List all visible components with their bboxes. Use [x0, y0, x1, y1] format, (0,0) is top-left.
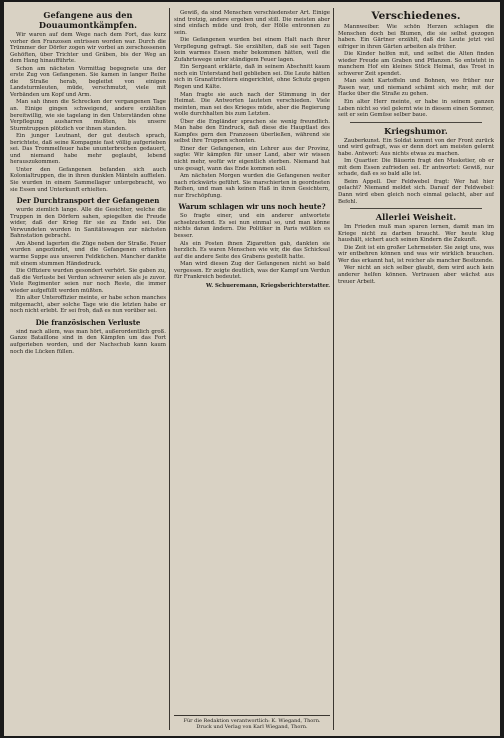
paragraph: Im Frieden muß man sparen lernen, damit man im Kriege nicht zu darben braucht. Wer heute klug haushält, sichert auch seinen Kindern die Zukunft.: [338, 224, 494, 244]
paragraph: Mannweiber. Wie schön Herzen schlagen die Menschen doch bei Blumen, die sie selbst gezogen haben. Ein Gärtner erzählt, daß die Leute jetzt viel eifriger in ihren Gärten arbeiten als früher.: [338, 24, 494, 50]
paragraph: Die Kinder helfen mit, und selbst die Alten finden wieder Freude am Graben und Pflanzen. So entsteht in manchem Hof ein kleines Stück Heimat, das Trost in schwerer Zeit spendet.: [338, 51, 494, 77]
newspaper-page: [4, 2, 500, 736]
section-subhead: Warum schlagen wir uns noch heute?: [178, 202, 326, 212]
paragraph: wurde ziemlich lange. Alle die Gesichter, welche die Truppen in den Dörfern sahen, spiegelten die Freude wider, daß der Krieg für sie zu Ende sei. Die Verwundeten wurden in Sanitätswagen zur nächsten Bahnstation gebracht.: [10, 207, 166, 240]
imprint-footer: [174, 715, 330, 730]
paragraph: So fragte einer, und ein anderer antwortete achselzuckend. Es sei nun einmal so, und man könne nichts daran ändern. Die Politiker in Paris wüßten es besser.: [174, 213, 330, 239]
paragraph: Wer nicht an sich selber glaubt, dem wird auch kein anderer helfen können. Vertrauen aber wächst aus treuer Arbeit.: [338, 265, 494, 285]
column-left: [10, 10, 166, 728]
article-headline: Gefangene aus den Douaumontkämpfen.: [38, 10, 138, 30]
paragraph: Am Abend lagerten die Züge neben der Straße. Feuer wurden angezündet, und die Gefangenen erhielten warme Suppe aus unseren Feldküchen. Mancher dankte mit einem stummen Händedruck.: [10, 240, 166, 267]
column-rule: [169, 8, 170, 730]
paragraph: Die Gefangenen wurden bei einem Halt nach ihrer Verpflegung gefragt. Sie erzählten, daß sie seit Tagen kein warmes Essen mehr bekommen hätten, weil die Zufahrtswege unter ständigem Feuer lagen.: [174, 37, 330, 63]
paragraph: Man sieht Kartoffeln und Bohnen, wo früher nur Rasen war, und niemand schämt sich mehr, mit der Hacke über die Straße zu gehen.: [338, 78, 494, 98]
section-headline: Kriegshumor.: [384, 125, 448, 136]
paragraph: Ein Sergeant erklärte, daß in seinem Abschnitt kaum noch ein Unterstand heil geblieben sei. Die Leute hätten sich in Granattrichtern eingerichtet, ohne Schutz gegen Regen und Kälte.: [174, 64, 330, 91]
section-headline: Allerlei Weisheit.: [375, 212, 457, 223]
paragraph: Einer der Gefangenen, ein Lehrer aus der Provinz, sagte: Wir kämpfen für unser Land, aber wir wissen nicht mehr, wofür wir eigentlich sterben. Niemand hat uns gesagt, wann das Ende kommen soll.: [174, 145, 330, 172]
paragraph: Als ein Posten ihnen Zigaretten gab, dankten sie herzlich. Es waren Menschen wie wir, die das Schicksal auf die andere Seite des Grabens gestellt hatte.: [174, 240, 330, 260]
paragraph: Über die Engländer sprachen sie wenig freundlich. Man habe den Eindruck, daß diese die Hauptlast des Kampfes gern den Franzosen überließen, während sie selbst ihre Truppen schonten.: [174, 118, 330, 145]
paragraph: Man wird diesen Zug der Gefangenen nicht so bald vergessen. Er zeigte deutlich, was der Kampf um Verdun für Frankreich bedeutet.: [174, 261, 330, 281]
paragraph: Gewiß, da sind Menschen verschiedenster Art. Einige sind trotzig, andere ergeben und still. Die meisten aber sind einfach müde und froh, der Hölle entronnen zu sein.: [174, 10, 330, 36]
imprint-publisher: Druck und Verlag von Karl Wiegand, Thorn.: [196, 724, 308, 730]
paragraph: sind nach allem, was man hört, außerordentlich groß. Ganze Bataillone sind in den Kämpfen um das Fort aufgerieben worden, und der Nachschub kann kaum noch die Lücken füllen.: [10, 328, 166, 355]
paragraph: Zauberkunst. Ein Soldat kommt von der Front zurück und wird gefragt, was er denn dort am meisten gelernt habe. Antwort: Aus nichts etwas zu machen.: [338, 137, 494, 157]
paragraph: Die Zeit ist ein großer Lehrmeister. Sie zeigt uns, was wir entbehren können und was wir wirklich brauchen. Wer das erkannt hat, ist reicher als mancher Besitzende.: [338, 244, 494, 264]
paragraph: Ein junger Leutnant, der gut deutsch sprach, berichtete, daß seine Kompagnie fast völlig aufgerieben sei. Das Trommelfeuer habe ununterbrochen gedauert, und niemand habe mehr geglaubt, lebend herauszukommen.: [10, 133, 166, 166]
paragraph: Ein alter Herr meinte, er habe in seinem ganzen Leben nicht so viel gelernt wie in diesem einen Sommer, seit er sein Gemüse selber baue.: [338, 99, 494, 119]
paragraph: Unter den Gefangenen befanden sich auch Kolonialtruppen, die in ihren dunklen Mänteln auffielen. Sie wurden in einem Sammellager untergebracht, wo sie Essen und Unterkunft erhielten.: [10, 166, 166, 193]
paragraph: Wir waren auf dem Wege nach dem Fort, das kurz vorher den Franzosen entrissen worden war. Durch die Trümmer der Dörfer zogen wir vorbei an zerschossenen Gehöften, über Trichter und Gräben, bis der Weg an dem Hang hinaufführte.: [10, 32, 166, 65]
author-signature: W. Schueremann, Kriegsberichterstatter.: [206, 282, 330, 289]
section-subhead: Der Durchtransport der Gefangenen: [16, 196, 160, 206]
section-headline: Verschiedenes.: [371, 10, 461, 22]
section-subhead: Die französischen Verluste: [35, 317, 141, 327]
paragraph: Beim Appell. Der Feldwebel fragt: Wer hat hier gelacht? Niemand meldet sich. Darauf der Feldwebel: Dann wird eben gleich noch einmal gelacht, aber auf Befehl.: [338, 178, 494, 205]
column-middle: [174, 10, 330, 728]
paragraph: Ein alter Unteroffizier meinte, er habe schon manches mitgemacht, aber solche Tage wie die letzten habe er noch nicht erlebt. Er sei froh, daß es nun vorüber sei.: [10, 295, 166, 315]
divider: [350, 208, 482, 209]
divider: [350, 122, 482, 123]
paragraph: Man fragte sie auch nach der Stimmung in der Heimat. Die Antworten lauteten verschieden. Viele meinten, man sei des Krieges müde, aber die Regierung wolle durchhalten bis zum Letzten.: [174, 91, 330, 118]
column-right: [338, 10, 494, 728]
paragraph: Im Quartier. Die Bäuerin fragt den Musketier, ob er mit dem Essen zufrieden sei. Er antwortet: Gewiß, nur schade, daß es so bald alle ist.: [338, 158, 494, 178]
paragraph: Schon am nächsten Vormittag begegnete uns der erste Zug von Gefangenen. Sie kamen in langer Reihe die Straße herab, begleitet von einigen Landsturmleuten, müde, verschmutzt, viele mit Verbänden um Kopf und Arm.: [10, 65, 166, 98]
paragraph: Man sah ihnen die Schrecken der vergangenen Tage an. Einige gingen schweigend, andere erzählten bereitwillig, wie sie tagelang in den Unterständen ohne Verpflegung ausharren mußten, bis unsere Sturmtruppen plötzlich vor ihnen standen.: [10, 99, 166, 132]
paragraph: Am nächsten Morgen wurden die Gefangenen weiter nach rückwärts geführt. Sie marschierten in geordneten Reihen, und man sah keinen Haß in ihren Gesichtern, nur Erschöpfung.: [174, 173, 330, 199]
imprint-editor: Für die Redaktion verantwortlich: K. Wiegand, Thorn.: [183, 718, 321, 724]
paragraph: Die Offiziere wurden gesondert verhört. Sie gaben zu, daß die Verluste bei Verdun schwerer seien als je zuvor. Viele Regimenter seien nur noch Reste, die immer wieder aufgefüllt werden müßten.: [10, 268, 166, 294]
column-rule: [333, 8, 334, 730]
